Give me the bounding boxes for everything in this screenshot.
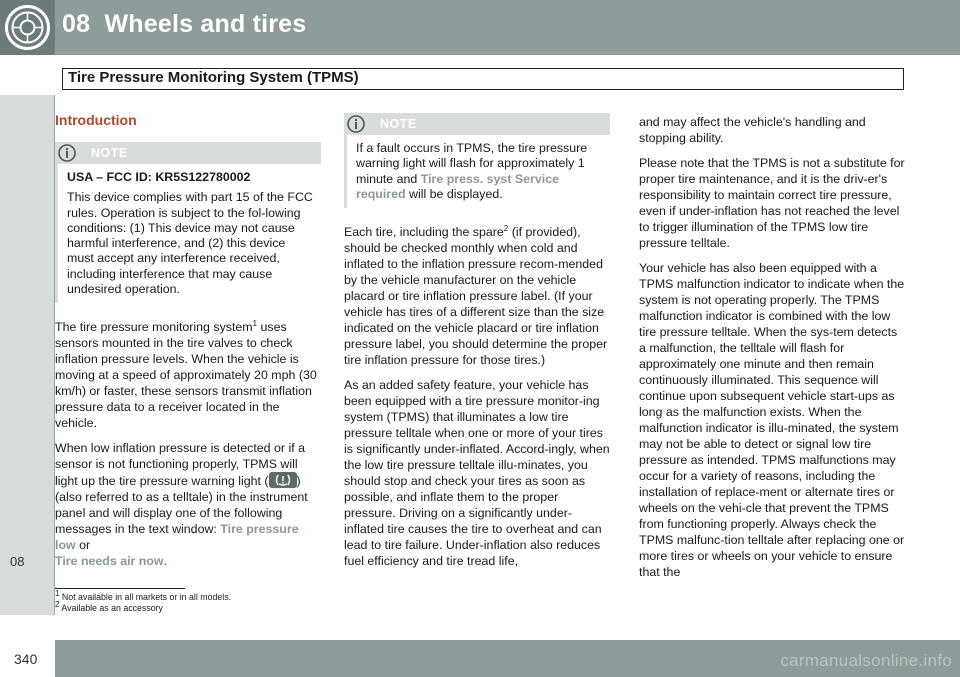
paragraph: Please note that the TPMS is not a substitute for proper tire maintenance, and it is the driv-er's responsibility to maintain correct tire pressure, even if under-inflation has not reached the level to trigger illumination of the TPMS low tire pressure telltale. [639,156,905,250]
chapter-title [62,10,306,39]
paragraph [55,440,321,569]
message-tire-pressure-low: Tire pressure low [55,522,299,553]
page-number: 340 [14,651,38,667]
text-run: The tire pressure monitoring system [55,320,253,335]
column-1 [55,110,321,578]
side-tab-label: 08 [10,554,25,569]
tire-pressure-warning-icon [269,472,297,488]
text-run: ) (also referred to as a telltale) in the instrument panel and will display one of the following messages in the text window: [55,474,308,537]
text-run: (if provided), should be checked monthly when cold and inflated to the inflation pressure recom-mended by the vehicle manufacturer on the vehicle placard or tire inflation pressure label. (If your vehicle has tires of a different size than the size indicated on the vehicle placard or tire inflation pressure label, you should determine the proper tire inflation pressure for those tires.) [344,225,608,368]
note-header [344,113,610,135]
message-service-required: Tire press. syst Service required [356,171,559,201]
text-run: or [75,538,91,553]
watermark: carmanualsonline.info [780,651,952,670]
note-label: NOTE [91,146,128,160]
footnote-1 [55,589,355,603]
text-run: When low inflation pressure is detected or if a sensor is not functioning properly, TPMS will light up the tire pressure warning light ( [55,441,306,489]
footnote-text: Available as an accessory [59,602,163,613]
section-title: Tire Pressure Monitoring System (TPMS) [68,69,359,86]
column-3 [639,114,905,589]
footnotes [55,588,355,613]
note-header [55,142,321,164]
footnote-2 [55,599,355,614]
fcc-id: USA – FCC ID: KR5S122780002 [67,170,251,184]
footnote-ref: 1 [252,319,258,329]
note-box-fcc [55,142,321,303]
paragraph: Your vehicle has also been equipped with a TPMS malfunction indicator to indicate when the system is not operating properly. The TPMS malfunction indicator is combined with the low tire pressure telltale. When the sys-tem detects a malfunction, the telltale will flash for approximately one minute and then remain continuously illuminated. This sequence will continue upon subsequent vehicle start-ups as long as the malfunction exists. When the malfunction indicator is illu-minated, the system may not be able to detect or signal low tire pressure as intended. TPMS malfunctions may occur for a variety of reasons, including the installation of replace-ment or alternate tires or wheels on the vehi-cle that prevent the TPMS from functioning properly. Always check the TPMS malfunc-tion telltale after replacing one or more tires or wheels on your vehicle to ensure that the [639,261,905,579]
footnote-number: 1 [55,589,60,599]
section-heading: Introduction [55,112,137,128]
footnote-text: Not available in all markets or in all models. [59,592,232,602]
note-box-fault [344,113,610,208]
chapter-number: 08 [62,10,91,38]
text-run: Each tire, including the spare [344,225,504,240]
note-label: NOTE [380,117,417,131]
chapter-name: Wheels and tires [104,10,307,38]
chapter-icon-box [0,0,55,55]
text-run: If a fault occurs in TPMS, the tire pressure warning light will flash for approximately 1 minute and [356,141,588,186]
note-text [356,141,602,202]
note-text: This device complies with part 15 of the FCC rules. Operation is subject to the fol-lowing conditions: (1) This device may not cause harmful interference, and (2) this device must accept any interference received, including interference that may cause undesired operation. [67,190,313,297]
paragraph [55,319,321,431]
note-body [55,164,321,303]
note-body [344,135,610,208]
wheel-icon [0,0,55,55]
text-run: uses sensors mounted in the tire valves to check inflation pressure levels. When the vehicle is moving at a speed of approximately 20 mph (30 km/h) or faster, these sensors transmit inflation pressure data to a receiver located in the vehicle. [55,320,317,431]
chapter-side-tab [0,95,55,615]
paragraph: and may affect the vehicle's handling and stopping ability. [639,115,866,145]
text-run: will be displayed. [405,186,503,201]
info-icon [347,115,365,133]
footnote-ref: 2 [503,224,509,234]
footnote-divider [55,588,185,589]
paragraph: As an added safety feature, your vehicle has been equipped with a tire pressure monitor-ing system (TPMS) that illuminates a low tire pressure telltale when one or more of your tires is significantly under-inflated. Accord-ingly, when the low tire pressure telltale illu-minates, you should stop and check your tires as soon as possible, and inflate them to the proper pressure. Driving on a significantly under-inflated tire causes the tire to overheat and can lead to tire failure. Under-inflation also reduces fuel efficiency and tire tread life, [344,378,610,569]
paragraph [344,224,610,368]
message-tire-needs-air-now: Tire needs air now [55,554,164,569]
text-run: . [163,554,168,569]
info-icon [58,144,76,162]
column-2 [344,113,610,578]
footnote-number: 2 [55,599,60,609]
